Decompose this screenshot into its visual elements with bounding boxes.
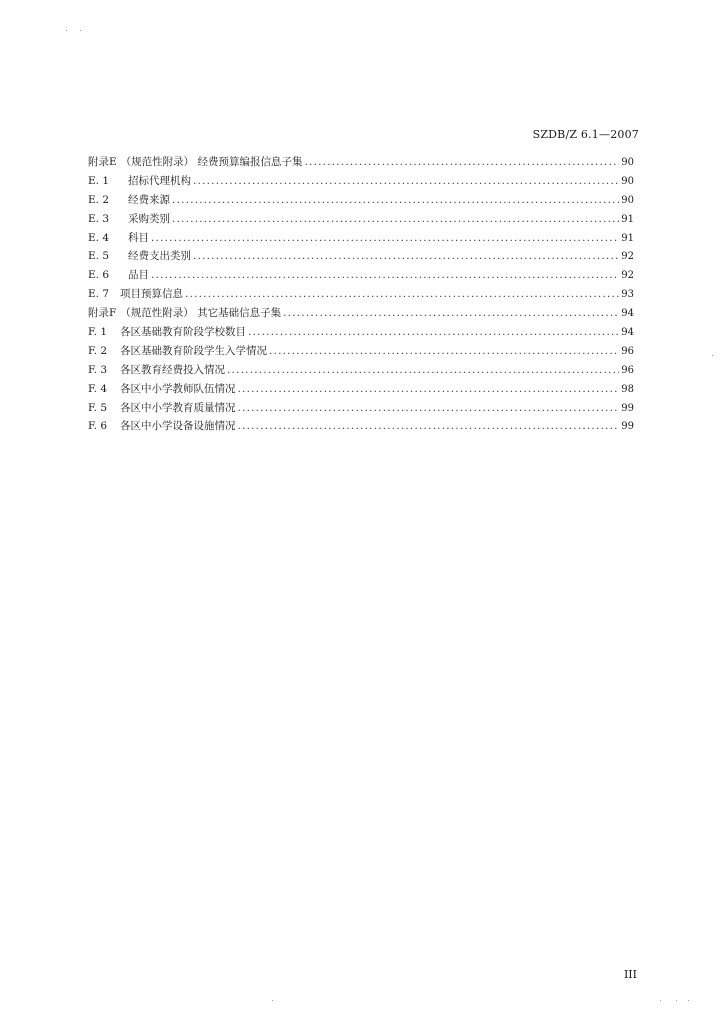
toc-entry[interactable] [88,304,634,323]
toc-entry-title: 各区中小学教师队伍情况 [120,382,236,395]
toc-entry-title: 各区教育经费投入情况 [120,363,225,376]
toc-entry-title: （规范性附录） 经费预算编报信息子集 [120,156,303,168]
toc-entry[interactable] [88,247,634,266]
toc-entry-number: E. 7 [88,288,110,301]
toc-entry-title: 各区基础教育阶段学校数目 [120,326,246,339]
toc-leader-dots [172,191,619,210]
toc-entry-title: 品目 [128,269,149,282]
toc-leader-dots [172,210,619,229]
toc-entry-page: 92 [621,270,634,282]
toc-entry-page: 91 [621,213,634,225]
toc-leader-dots [238,380,620,399]
toc-leader-dots [151,266,619,285]
toc-entry[interactable] [88,229,634,248]
toc-entry-page: 90 [621,194,634,206]
scan-speck [660,1000,661,1001]
toc-entry-title: 科目 [128,231,149,244]
toc-leader-dots [151,229,619,248]
scan-speck [688,1000,689,1001]
toc-entry-page: 90 [621,157,634,168]
toc-entry-page: 91 [621,232,634,244]
toc-entry-number: E. 5 [88,250,110,263]
toc-leader-dots [283,304,619,323]
toc-entry[interactable] [88,361,634,380]
toc-leader-dots [238,417,620,436]
page-number: III [623,968,637,981]
toc-entry-number: E. 3 [88,212,110,225]
toc-entry-page: 99 [621,421,634,433]
toc-entry-number: F. 4 [88,382,108,395]
toc-leader-dots [193,172,619,191]
toc-entry[interactable] [88,266,634,285]
toc-entry-title: 项目预算信息 [120,288,183,301]
scan-speck [676,1000,677,1001]
toc-entry[interactable] [88,380,634,399]
scan-speck [272,1000,273,1001]
toc-entry[interactable] [88,323,634,342]
toc-entry-number: E. 6 [88,269,110,282]
toc-entry-number: E. 1 [88,174,110,187]
toc-entry[interactable] [88,210,634,229]
toc-entry[interactable] [88,172,634,191]
toc-entry[interactable] [88,342,634,361]
toc-entry-page: 96 [621,345,634,357]
toc-entry-title: 经费来源 [128,193,170,206]
toc-leader-dots [238,399,620,418]
toc-entry-page: 98 [621,383,634,395]
toc-entry-page: 96 [621,364,634,376]
toc-entry-page: 94 [621,327,634,339]
toc-leader-dots [185,285,619,304]
scan-speck [80,30,81,31]
toc-entry-title: 招标代理机构 [128,174,191,187]
toc-entry-page: 90 [621,175,634,187]
standard-code: SZDB/Z 6.1—2007 [532,128,639,141]
toc-entry[interactable] [88,399,634,418]
toc-entry-number: 附录F [88,307,117,320]
toc-leader-dots [193,247,619,266]
table-of-contents [88,153,634,436]
toc-entry-page: 94 [621,308,634,320]
toc-entry-title: 经费支出类别 [128,250,191,263]
toc-entry[interactable] [88,191,634,210]
toc-entry-title: 各区中小学教育质量情况 [120,401,236,414]
toc-entry[interactable] [88,285,634,304]
toc-entry-number: F. 5 [88,401,108,414]
toc-entry[interactable] [88,153,634,172]
toc-entry-number: F. 3 [88,363,108,376]
scan-speck [712,355,713,356]
toc-entry-number: E. 2 [88,193,110,206]
toc-leader-dots [227,361,619,380]
toc-entry[interactable] [88,417,634,436]
toc-leader-dots [269,342,619,361]
toc-entry-page: 92 [621,251,634,263]
scan-speck [66,30,67,31]
toc-entry-number: F. 1 [88,326,108,339]
toc-leader-dots [248,323,619,342]
toc-entry-title: （规范性附录） 其它基础信息子集 [120,307,282,320]
toc-entry-number: 附录E [88,156,117,168]
toc-entry-title: 各区基础教育阶段学生入学情况 [120,344,267,357]
toc-entry-title: 各区中小学设备设施情况 [120,420,236,433]
toc-entry-page: 99 [621,402,634,414]
toc-entry-number: E. 4 [88,231,110,244]
toc-entry-page: 93 [621,289,634,301]
toc-entry-number: F. 6 [88,420,108,433]
toc-leader-dots [305,153,620,172]
toc-entry-number: F. 2 [88,344,108,357]
toc-entry-title: 采购类别 [128,212,170,225]
